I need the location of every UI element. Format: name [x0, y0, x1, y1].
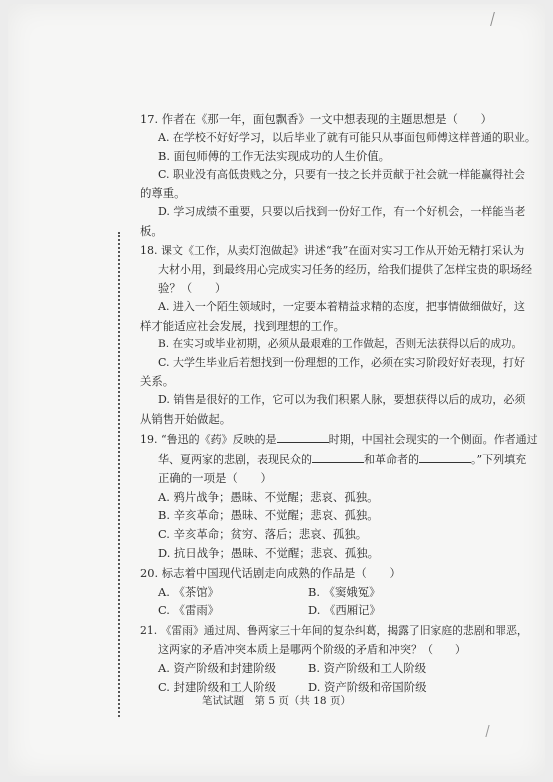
- option-d: D. 学习成绩不重要，只要以后找到一份好工作，有一个好机会，一样能当老: [158, 204, 526, 218]
- option-c: C. 封建阶级和工人阶级: [158, 679, 277, 694]
- option-d: D. 抗日战争；愚昧、不觉醒；悲哀、孤独。: [158, 545, 380, 560]
- question-content: [140, 110, 538, 698]
- question-17: [140, 110, 536, 240]
- option-d-cont: 板。: [140, 223, 163, 238]
- answer-blank: [419, 450, 471, 463]
- question-stem-cont: 大材小用，到最终用心完成实习任务的经历，给我们提供了怎样宝贵的职场经: [158, 262, 532, 276]
- option-d: D. 资产阶级和帝国阶级: [308, 679, 427, 694]
- option-c-cont: 关系。: [140, 374, 175, 389]
- stem-text: 和革命者的: [364, 452, 419, 466]
- answer-blank: [277, 430, 329, 443]
- answer-blank: [312, 450, 364, 463]
- option-a: A. 鸦片战争；愚昧、不觉醒；悲哀、孤独。: [158, 489, 379, 504]
- option-c-cont: 的尊重。: [140, 186, 186, 201]
- page-footer: 笔试试题 第 5 页（共 18 页）: [202, 695, 351, 707]
- question-stem: 20. 标志着中国现代话剧走向成熟的作品是（ ）: [140, 566, 401, 581]
- stem-text: 19. “鲁迅的《药》反映的是: [140, 433, 277, 447]
- question-stem-cont: 验？（ ）: [158, 281, 227, 296]
- question-stem: 17. 作者在《那一年，面包飘香》一文中想表现的主题思想是（ ）: [140, 112, 493, 126]
- question-18: [140, 242, 532, 428]
- option-a: A. 《茶馆》: [158, 584, 220, 599]
- option-a: A. 进入一个陌生领域时，一定要本着精益求精的态度，把事情做细做好，这: [158, 299, 525, 313]
- option-c: C. 职业没有高低贵贱之分，只要有一技之长并贡献于社会就一样能赢得社会: [158, 167, 526, 181]
- stem-text: 时期，中国社会现实的一个侧面。作者通过: [328, 433, 538, 447]
- option-a: A. 资产阶级和封建阶级: [158, 661, 276, 676]
- stem-text: 华、夏两家的悲剧，表现民众的: [158, 452, 312, 466]
- question-stem-cont: 正确的一项是（ ）: [158, 471, 272, 486]
- options-grid: [140, 583, 500, 620]
- option-d: D. 《西厢记》: [308, 603, 381, 618]
- question-stem-cont: [140, 450, 527, 470]
- option-b: B. 在实习或毕业初期，必须从最艰难的工作做起，否则无法获得以后的成功。: [158, 338, 523, 351]
- question-20: [140, 564, 500, 620]
- question-stem: 21. 《雷雨》通过周、鲁两家三十年间的复杂纠葛，揭露了旧家庭的悲剧和罪恶，: [140, 624, 528, 638]
- binding-dotted-line: [118, 232, 120, 717]
- stem-text: 。”下列填充: [471, 452, 527, 466]
- option-c: C. 辛亥革命；贫穷、落后；悲哀、孤独。: [158, 527, 368, 542]
- option-c: C. 大学生毕业后若想找到一份理想的工作，必须在实习阶段好好表现，打好: [158, 355, 526, 369]
- option-a-cont: 样才能适应社会发展，找到理想的工作。: [140, 318, 346, 333]
- question-stem: [140, 430, 538, 450]
- option-b: B. 面包师傅的工作无法实现成功的人生价值。: [158, 149, 391, 164]
- option-b: B. 资产阶级和工人阶级: [308, 661, 427, 676]
- question-stem-cont: 这两家的矛盾冲突本质上是哪两个阶级的矛盾和冲突？（ ）: [158, 642, 466, 656]
- question-stem: 18. 课文《工作，从卖灯泡做起》讲述“我”在面对实习工作从开始无精打采认为: [140, 244, 525, 258]
- option-d: D. 销售是很好的工作，它可以为我们积累人脉，要想获得以后的成功，必须: [158, 392, 526, 406]
- option-a: A. 在学校不好好学习，以后毕业了就有可能只从事面包师傅这样普通的职业。: [158, 130, 536, 144]
- option-b: B. 辛亥革命；愚昧、不觉醒；悲哀、孤独。: [158, 508, 379, 523]
- question-21: [140, 622, 528, 696]
- question-19: [140, 430, 538, 562]
- option-b: B. 《窦娥冤》: [308, 584, 381, 599]
- option-d-cont: 从销售开始做起。: [140, 411, 232, 426]
- options-grid: [140, 659, 500, 696]
- option-c: C. 《雷雨》: [158, 603, 220, 618]
